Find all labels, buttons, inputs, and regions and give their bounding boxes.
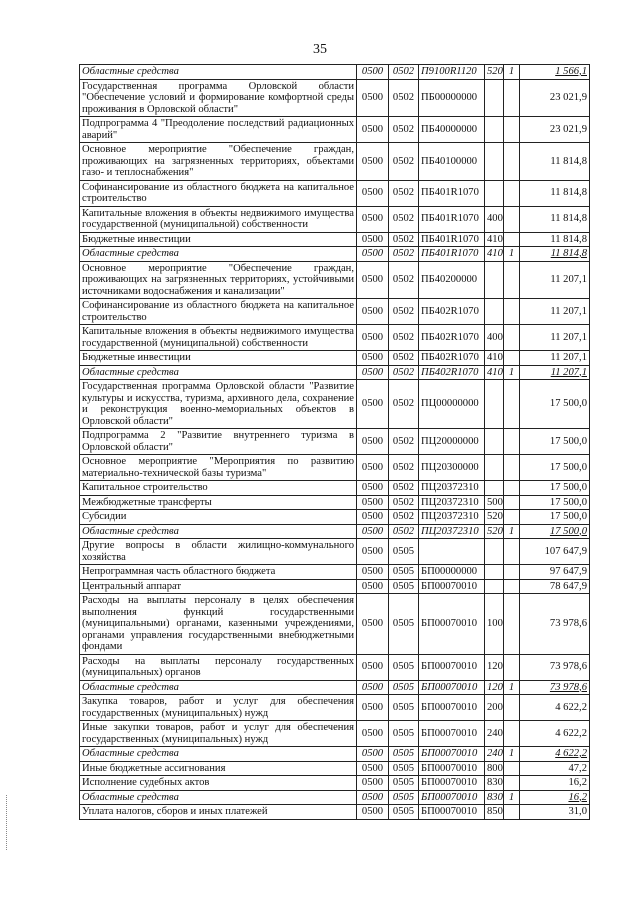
- amount: 11 814,8: [520, 180, 590, 206]
- funding-source-code: [504, 654, 520, 680]
- subsection-code: 0505: [389, 565, 419, 580]
- target-article-code: [419, 539, 485, 565]
- section-code: 0500: [357, 429, 389, 455]
- table-row: [80, 247, 590, 262]
- row-name: Областные средства: [80, 790, 357, 805]
- subsection-code: 0502: [389, 351, 419, 366]
- amount: 17 500,0: [520, 495, 590, 510]
- funding-source-code: 1: [504, 65, 520, 80]
- funding-source-code: [504, 481, 520, 496]
- expense-type-code: [485, 180, 504, 206]
- expense-type-code: [485, 565, 504, 580]
- row-name: Основное мероприятие "Обеспечение граждан, проживающих на загрязненных территориях, объектами газо- и теплоснабжения": [80, 143, 357, 181]
- section-code: 0500: [357, 524, 389, 539]
- row-name: Областные средства: [80, 680, 357, 695]
- target-article-code: БП00070010: [419, 805, 485, 820]
- subsection-code: 0502: [389, 180, 419, 206]
- row-name: Расходы на выплаты персоналу в целях обеспечения выполнения функций государственными (муниципальными) органами, казенными учреждениями, органами управления государственными внебюджетными фондами: [80, 594, 357, 655]
- table-row: [80, 695, 590, 721]
- section-code: 0500: [357, 539, 389, 565]
- subsection-code: 0502: [389, 117, 419, 143]
- subsection-code: 0502: [389, 232, 419, 247]
- table-row: [80, 299, 590, 325]
- row-name: Непрограммная часть областного бюджета: [80, 565, 357, 580]
- row-name: Субсидии: [80, 510, 357, 525]
- row-name: Капитальное строительство: [80, 481, 357, 496]
- amount: 11 814,8: [520, 143, 590, 181]
- target-article-code: ПБ402R1070: [419, 365, 485, 380]
- target-article-code: ПБ401R1070: [419, 247, 485, 262]
- subsection-code: 0502: [389, 79, 419, 117]
- amount: 17 500,0: [520, 524, 590, 539]
- section-code: 0500: [357, 117, 389, 143]
- row-name: Областные средства: [80, 65, 357, 80]
- expense-type-code: [485, 299, 504, 325]
- funding-source-code: [504, 325, 520, 351]
- subsection-code: 0502: [389, 299, 419, 325]
- funding-source-code: [504, 455, 520, 481]
- funding-source-code: [504, 776, 520, 791]
- table-row: [80, 776, 590, 791]
- amount: 73 978,6: [520, 594, 590, 655]
- target-article-code: БП00070010: [419, 594, 485, 655]
- expense-type-code: 500: [485, 495, 504, 510]
- target-article-code: ПБ401R1070: [419, 180, 485, 206]
- amount: 97 647,9: [520, 565, 590, 580]
- row-name: Подпрограмма 4 "Преодоление последствий радиационных аварий": [80, 117, 357, 143]
- section-code: 0500: [357, 695, 389, 721]
- funding-source-code: [504, 565, 520, 580]
- table-row: [80, 481, 590, 496]
- table-row: [80, 495, 590, 510]
- amount: 16,2: [520, 790, 590, 805]
- table-row: [80, 721, 590, 747]
- funding-source-code: [504, 232, 520, 247]
- table-row: [80, 180, 590, 206]
- table-row: [80, 594, 590, 655]
- row-name: Исполнение судебных актов: [80, 776, 357, 791]
- row-name: Другие вопросы в области жилищно-коммунального хозяйства: [80, 539, 357, 565]
- table-row: [80, 351, 590, 366]
- funding-source-code: [504, 510, 520, 525]
- section-code: 0500: [357, 365, 389, 380]
- row-name: Областные средства: [80, 747, 357, 762]
- section-code: 0500: [357, 579, 389, 594]
- subsection-code: 0505: [389, 747, 419, 762]
- funding-source-code: [504, 117, 520, 143]
- funding-source-code: [504, 805, 520, 820]
- table-row: [80, 79, 590, 117]
- row-name: Иные бюджетные ассигнования: [80, 761, 357, 776]
- amount: 73 978,6: [520, 654, 590, 680]
- target-article-code: БП00070010: [419, 776, 485, 791]
- expense-type-code: 520: [485, 65, 504, 80]
- table-row: [80, 117, 590, 143]
- expense-type-code: 850: [485, 805, 504, 820]
- amount: 17 500,0: [520, 380, 590, 429]
- target-article-code: ПБ402R1070: [419, 325, 485, 351]
- funding-source-code: [504, 261, 520, 299]
- amount: 47,2: [520, 761, 590, 776]
- section-code: 0500: [357, 495, 389, 510]
- amount: 17 500,0: [520, 510, 590, 525]
- funding-source-code: [504, 539, 520, 565]
- section-code: 0500: [357, 232, 389, 247]
- row-name: Подпрограмма 2 "Развитие внутреннего туризма в Орловской области": [80, 429, 357, 455]
- row-name: Расходы на выплаты персоналу государственных (муниципальных) органов: [80, 654, 357, 680]
- expense-type-code: [485, 481, 504, 496]
- funding-source-code: [504, 351, 520, 366]
- table-row: [80, 429, 590, 455]
- amount: 4 622,2: [520, 721, 590, 747]
- expense-type-code: 520: [485, 510, 504, 525]
- row-name: Центральный аппарат: [80, 579, 357, 594]
- section-code: 0500: [357, 680, 389, 695]
- target-article-code: БП00070010: [419, 695, 485, 721]
- table-row: [80, 365, 590, 380]
- amount: 78 647,9: [520, 579, 590, 594]
- expense-type-code: [485, 261, 504, 299]
- target-article-code: П9100R1120: [419, 65, 485, 80]
- funding-source-code: 1: [504, 747, 520, 762]
- expense-type-code: 240: [485, 747, 504, 762]
- section-code: 0500: [357, 455, 389, 481]
- funding-source-code: [504, 579, 520, 594]
- table-row: [80, 261, 590, 299]
- target-article-code: ПБ40000000: [419, 117, 485, 143]
- expense-type-code: 400: [485, 206, 504, 232]
- amount: 11 207,1: [520, 325, 590, 351]
- expense-type-code: 830: [485, 776, 504, 791]
- expense-type-code: [485, 117, 504, 143]
- table-row: [80, 380, 590, 429]
- table-row: [80, 524, 590, 539]
- subsection-code: 0502: [389, 380, 419, 429]
- amount: 4 622,2: [520, 747, 590, 762]
- amount: 11 814,8: [520, 247, 590, 262]
- expense-type-code: 200: [485, 695, 504, 721]
- row-name: Софинансирование из областного бюджета на капитальное строительство: [80, 180, 357, 206]
- target-article-code: ПЦ20372310: [419, 510, 485, 525]
- expense-type-code: [485, 455, 504, 481]
- funding-source-code: [504, 206, 520, 232]
- budget-table-body: [80, 65, 590, 820]
- subsection-code: 0502: [389, 65, 419, 80]
- target-article-code: ПБ401R1070: [419, 206, 485, 232]
- expense-type-code: 100: [485, 594, 504, 655]
- budget-table: [79, 64, 590, 820]
- table-row: [80, 206, 590, 232]
- section-code: 0500: [357, 565, 389, 580]
- expense-type-code: 410: [485, 365, 504, 380]
- row-name: Областные средства: [80, 247, 357, 262]
- table-row: [80, 325, 590, 351]
- section-code: 0500: [357, 805, 389, 820]
- row-name: Софинансирование из областного бюджета на капитальное строительство: [80, 299, 357, 325]
- subsection-code: 0505: [389, 594, 419, 655]
- table-row: [80, 654, 590, 680]
- table-row: [80, 232, 590, 247]
- target-article-code: БП00070010: [419, 680, 485, 695]
- section-code: 0500: [357, 206, 389, 232]
- target-article-code: ПБ40100000: [419, 143, 485, 181]
- section-code: 0500: [357, 247, 389, 262]
- table-row: [80, 805, 590, 820]
- target-article-code: ПБ40200000: [419, 261, 485, 299]
- section-code: 0500: [357, 594, 389, 655]
- row-name: Капитальные вложения в объекты недвижимого имущества государственной (муниципальной) собственности: [80, 325, 357, 351]
- target-article-code: ПБ402R1070: [419, 351, 485, 366]
- amount: 1 566,1: [520, 65, 590, 80]
- funding-source-code: [504, 429, 520, 455]
- target-article-code: БП00070010: [419, 654, 485, 680]
- table-row: [80, 790, 590, 805]
- row-name: Капитальные вложения в объекты недвижимого имущества государственной (муниципальной) собственности: [80, 206, 357, 232]
- amount: 11 207,1: [520, 261, 590, 299]
- expense-type-code: [485, 579, 504, 594]
- amount: 23 021,9: [520, 117, 590, 143]
- table-row: [80, 510, 590, 525]
- section-code: 0500: [357, 790, 389, 805]
- section-code: 0500: [357, 761, 389, 776]
- table-row: [80, 539, 590, 565]
- amount: 16,2: [520, 776, 590, 791]
- subsection-code: 0502: [389, 524, 419, 539]
- funding-source-code: [504, 721, 520, 747]
- subsection-code: 0505: [389, 680, 419, 695]
- subsection-code: 0505: [389, 539, 419, 565]
- target-article-code: ПЦ00000000: [419, 380, 485, 429]
- amount: 17 500,0: [520, 455, 590, 481]
- expense-type-code: 410: [485, 232, 504, 247]
- target-article-code: БП00070010: [419, 721, 485, 747]
- expense-type-code: 120: [485, 680, 504, 695]
- section-code: 0500: [357, 380, 389, 429]
- amount: 17 500,0: [520, 481, 590, 496]
- funding-source-code: [504, 761, 520, 776]
- section-code: 0500: [357, 776, 389, 791]
- target-article-code: БП00070010: [419, 761, 485, 776]
- target-article-code: ПБ401R1070: [419, 232, 485, 247]
- section-code: 0500: [357, 65, 389, 80]
- expense-type-code: [485, 380, 504, 429]
- table-row: [80, 455, 590, 481]
- row-name: Областные средства: [80, 524, 357, 539]
- expense-type-code: [485, 429, 504, 455]
- target-article-code: ПЦ20372310: [419, 524, 485, 539]
- funding-source-code: [504, 143, 520, 181]
- subsection-code: 0502: [389, 206, 419, 232]
- funding-source-code: [504, 79, 520, 117]
- subsection-code: 0505: [389, 805, 419, 820]
- target-article-code: ПЦ20300000: [419, 455, 485, 481]
- subsection-code: 0502: [389, 325, 419, 351]
- table-row: [80, 761, 590, 776]
- funding-source-code: 1: [504, 365, 520, 380]
- subsection-code: 0502: [389, 455, 419, 481]
- subsection-code: 0505: [389, 761, 419, 776]
- section-code: 0500: [357, 721, 389, 747]
- subsection-code: 0502: [389, 143, 419, 181]
- expense-type-code: 410: [485, 351, 504, 366]
- section-code: 0500: [357, 299, 389, 325]
- subsection-code: 0505: [389, 776, 419, 791]
- row-name: Областные средства: [80, 365, 357, 380]
- row-name: Основное мероприятие "Мероприятия по развитию материально-технической базы туризма": [80, 455, 357, 481]
- row-name: Государственная программа Орловской области "Обеспечение условий и формирование комфортной среды проживания в Орловской области": [80, 79, 357, 117]
- amount: 11 207,1: [520, 351, 590, 366]
- funding-source-code: 1: [504, 790, 520, 805]
- subsection-code: 0502: [389, 481, 419, 496]
- amount: 4 622,2: [520, 695, 590, 721]
- target-article-code: БП00070010: [419, 579, 485, 594]
- section-code: 0500: [357, 180, 389, 206]
- expense-type-code: 800: [485, 761, 504, 776]
- funding-source-code: [504, 495, 520, 510]
- row-name: Бюджетные инвестиции: [80, 351, 357, 366]
- subsection-code: 0502: [389, 429, 419, 455]
- table-row: [80, 65, 590, 80]
- section-code: 0500: [357, 481, 389, 496]
- expense-type-code: [485, 143, 504, 181]
- funding-source-code: [504, 180, 520, 206]
- expense-type-code: 830: [485, 790, 504, 805]
- row-name: Бюджетные инвестиции: [80, 232, 357, 247]
- subsection-code: 0502: [389, 495, 419, 510]
- subsection-code: 0505: [389, 579, 419, 594]
- subsection-code: 0505: [389, 654, 419, 680]
- amount: 11 814,8: [520, 232, 590, 247]
- amount: 17 500,0: [520, 429, 590, 455]
- target-article-code: ПБ402R1070: [419, 299, 485, 325]
- section-code: 0500: [357, 351, 389, 366]
- subsection-code: 0505: [389, 721, 419, 747]
- row-name: Уплата налогов, сборов и иных платежей: [80, 805, 357, 820]
- amount: 31,0: [520, 805, 590, 820]
- amount: 11 814,8: [520, 206, 590, 232]
- subsection-code: 0505: [389, 695, 419, 721]
- funding-source-code: [504, 695, 520, 721]
- funding-source-code: 1: [504, 524, 520, 539]
- section-code: 0500: [357, 325, 389, 351]
- page-number: 35: [313, 42, 327, 57]
- margin-dots: [6, 795, 9, 850]
- subsection-code: 0502: [389, 510, 419, 525]
- amount: 11 207,1: [520, 365, 590, 380]
- amount: 73 978,6: [520, 680, 590, 695]
- subsection-code: 0502: [389, 261, 419, 299]
- table-row: [80, 143, 590, 181]
- expense-type-code: 410: [485, 247, 504, 262]
- table-row: [80, 680, 590, 695]
- amount: 11 207,1: [520, 299, 590, 325]
- table-row: [80, 747, 590, 762]
- funding-source-code: [504, 594, 520, 655]
- target-article-code: БП00000000: [419, 565, 485, 580]
- target-article-code: ПЦ20000000: [419, 429, 485, 455]
- section-code: 0500: [357, 261, 389, 299]
- subsection-code: 0505: [389, 790, 419, 805]
- funding-source-code: 1: [504, 680, 520, 695]
- row-name: Закупка товаров, работ и услуг для обеспечения государственных (муниципальных) нужд: [80, 695, 357, 721]
- amount: 23 021,9: [520, 79, 590, 117]
- section-code: 0500: [357, 143, 389, 181]
- funding-source-code: 1: [504, 247, 520, 262]
- row-name: Государственная программа Орловской области "Развитие культуры и искусства, туризма, архивного дела, сохранение и реконструкция военно-мемориальных объектов в Орловской области": [80, 380, 357, 429]
- row-name: Основное мероприятие "Обеспечение граждан, проживающих на загрязненных территориях, устойчивыми источниками водоснабжения и канализации": [80, 261, 357, 299]
- target-article-code: ПЦ20372310: [419, 495, 485, 510]
- expense-type-code: 240: [485, 721, 504, 747]
- amount: 107 647,9: [520, 539, 590, 565]
- subsection-code: 0502: [389, 365, 419, 380]
- section-code: 0500: [357, 654, 389, 680]
- section-code: 0500: [357, 510, 389, 525]
- table-row: [80, 565, 590, 580]
- expense-type-code: [485, 79, 504, 117]
- section-code: 0500: [357, 79, 389, 117]
- row-name: Межбюджетные трансферты: [80, 495, 357, 510]
- section-code: 0500: [357, 747, 389, 762]
- target-article-code: ПЦ20372310: [419, 481, 485, 496]
- table-row: [80, 579, 590, 594]
- expense-type-code: 520: [485, 524, 504, 539]
- expense-type-code: [485, 539, 504, 565]
- funding-source-code: [504, 299, 520, 325]
- target-article-code: БП00070010: [419, 790, 485, 805]
- funding-source-code: [504, 380, 520, 429]
- row-name: Иные закупки товаров, работ и услуг для обеспечения государственных (муниципальных) нужд: [80, 721, 357, 747]
- target-article-code: БП00070010: [419, 747, 485, 762]
- expense-type-code: 120: [485, 654, 504, 680]
- target-article-code: ПБ00000000: [419, 79, 485, 117]
- expense-type-code: 400: [485, 325, 504, 351]
- subsection-code: 0502: [389, 247, 419, 262]
